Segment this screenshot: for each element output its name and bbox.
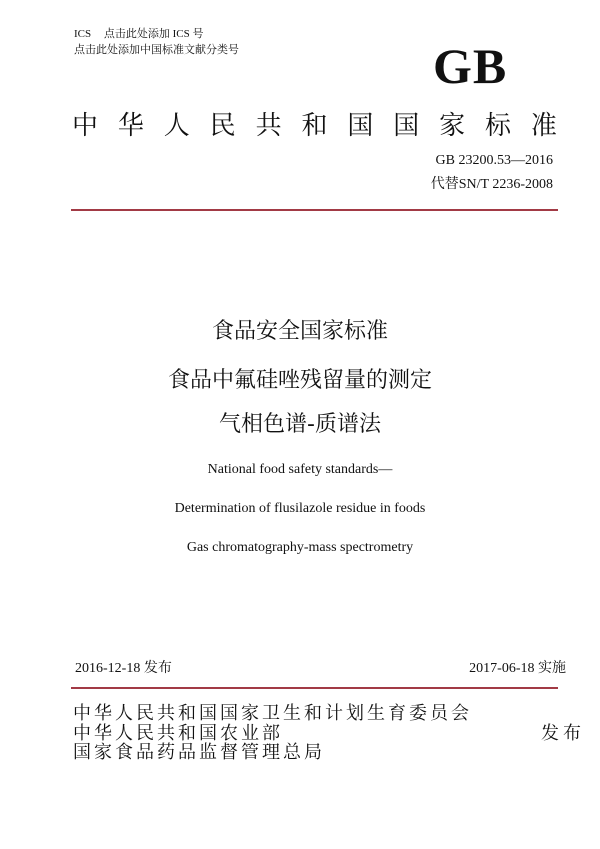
title-char: 国 <box>347 111 374 141</box>
title-char: 民 <box>209 111 236 141</box>
title-char: 人 <box>163 111 190 141</box>
title-char: 国 <box>393 111 420 141</box>
ics-label: ICS <box>74 28 92 40</box>
bottom-divider <box>71 687 558 689</box>
title-char: 华 <box>117 111 144 141</box>
issue-label: 发布 <box>541 723 585 744</box>
issuer-2: 中华人民共和国农业部 <box>73 723 283 744</box>
title-char: 中 <box>72 111 99 141</box>
national-standard-title <box>72 108 557 144</box>
title-char: 共 <box>255 111 282 141</box>
replaces-standard: 代替SN/T 2236-2008 <box>430 177 553 192</box>
title-cn-line2: 食品中氟硅唑残留量的测定 <box>167 368 432 393</box>
title-en-line2: Determination of flusilazole residue in foods <box>174 501 426 516</box>
title-char: 准 <box>530 111 557 141</box>
top-divider <box>71 209 558 211</box>
title-en-line1: National food safety standards— <box>207 462 393 477</box>
title-cn-line3: 气相色谱-质谱法 <box>219 412 381 437</box>
title-en-line3: Gas chromatography-mass spectrometry <box>186 540 414 555</box>
implement-date: 2017-06-18 实施 <box>469 661 566 676</box>
title-char: 标 <box>485 111 512 141</box>
ics-placeholder[interactable]: 点击此处添加 ICS 号 <box>103 28 204 40</box>
title-char: 和 <box>301 111 328 141</box>
ics-field[interactable] <box>74 26 214 42</box>
gb-logo: GB <box>433 38 508 94</box>
title-char: 家 <box>439 111 466 141</box>
issuer-3: 国家食品药品监督管理总局 <box>73 742 325 763</box>
title-cn-line1: 食品安全国家标准 <box>211 319 388 344</box>
ccs-placeholder[interactable]: 点击此处添加中国标准文献分类号 <box>74 44 239 56</box>
publish-date: 2016-12-18 发布 <box>75 661 172 676</box>
issuer-1: 中华人民共和国国家卫生和计划生育委员会 <box>73 703 472 724</box>
standard-number: GB 23200.53—2016 <box>435 153 553 168</box>
